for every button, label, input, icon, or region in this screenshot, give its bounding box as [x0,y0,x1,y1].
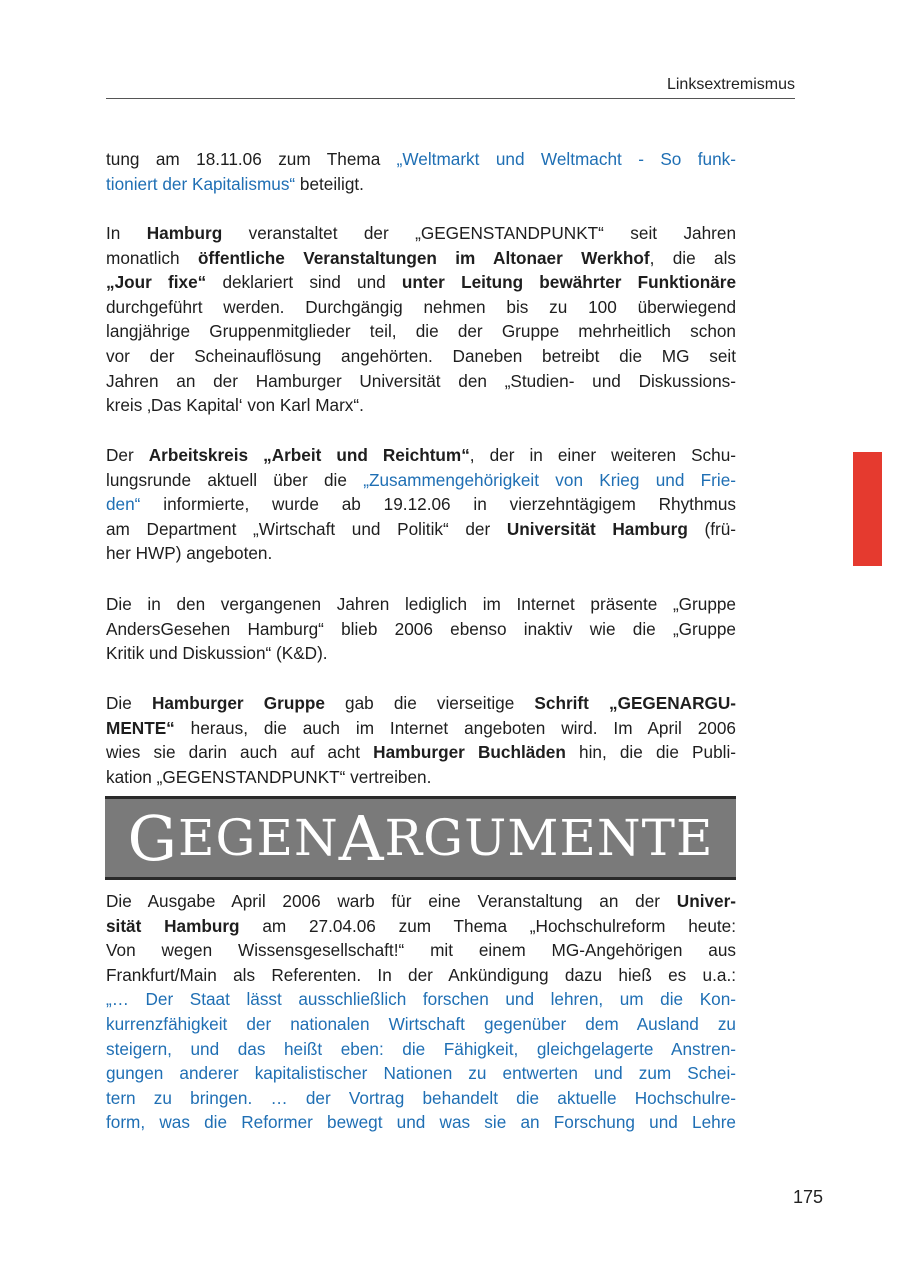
text-line [106,468,736,493]
body-text: , die als [649,247,736,268]
paragraph-2 [106,221,736,418]
quoted-title-text: gungen anderer kapitalistischer Nationen zu entwerten und zum Schei- [106,1063,736,1084]
body-text: Kritik und Diskussion“ (K&D). [106,643,328,664]
body-text: Der [106,445,149,465]
text-line [106,319,736,344]
banner-text: RGUMENTE [384,809,714,867]
body-text: informierte, wurde ab 19.12.06 in vierzehntägigem Rhythmus [140,494,736,515]
text-line [106,517,736,542]
body-text: (frü- [687,518,736,539]
bold-text: sität Hamburg [106,915,240,936]
text-line [106,641,736,666]
bold-text: Hamburg [146,223,223,243]
text-line [106,393,736,418]
bold-text: unter Leitung bewährter Funktionäre [401,272,736,293]
text-line [106,221,736,246]
quoted-title-text: form, was die Reformer bewegt und was sie an Forschung und Lehre [106,1112,736,1133]
paragraph-6 [106,889,736,1135]
text-line [106,914,736,939]
body-text: hin, die die Publi- [565,742,736,763]
body-text: Frankfurt/Main als Referenten. In der Ankündigung dazu hieß es u.a.: [106,964,736,985]
bold-text: öffentliche Veranstaltungen im Altonaer Werkhof [197,247,650,268]
bold-text: MENTE“ [106,717,175,738]
body-text: langjährige Gruppenmitglieder teil, die der Gruppe mehrheitlich schon [106,321,736,342]
body-text: gab die vierseitige [324,693,535,713]
body-text: AndersGesehen Hamburg“ blieb 2006 ebenso inaktiv wie die „Gruppe [106,618,736,639]
body-text: her HWP) angeboten. [106,543,273,564]
text-line [106,1037,736,1062]
bold-text: Arbeitskreis „Arbeit und Reichtum“ [148,445,470,465]
body-text: vor der Scheinauflösung angehörten. Daneben betreibt die MG seit [106,345,736,366]
bold-text: Univer- [676,891,736,911]
body-text: Von wegen Wissensgesellschaft!“ mit einem MG-Angehörigen aus [106,940,736,961]
body-text: am 27.04.06 zum Thema „Hochschulreform heute: [239,915,736,936]
text-line [106,740,736,765]
bold-text: Hamburger Gruppe [151,693,325,713]
quoted-title-text: kurrenzfähigkeit der nationalen Wirtschaft gegenüber dem Ausland zu [106,1013,736,1034]
paragraph-1 [106,147,736,196]
text-line [106,592,736,617]
body-text: Die [106,693,152,713]
text-line [106,617,736,642]
text-line [106,172,736,197]
body-text: , der in einer weiteren Schu- [469,445,736,465]
text-line [106,295,736,320]
body-text: wies sie darin auch auf acht [106,742,374,763]
paragraph-5 [106,691,736,789]
body-text: In [106,223,147,243]
text-line [106,369,736,394]
body-text: lungsrunde aktuell über die [106,469,364,490]
text-line [106,492,736,517]
text-line [106,963,736,988]
text-line [106,1012,736,1037]
bold-text: Hamburger Buchläden [373,742,566,763]
text-line [106,938,736,963]
text-line [106,541,736,566]
body-text: Die Ausgabe April 2006 warb für eine Veranstaltung an der [106,891,677,911]
text-line [106,987,736,1012]
quoted-title-text: tern zu bringen. … der Vortrag behandelt die aktuelle Hochschulre- [106,1087,736,1108]
body-text: kreis ‚Das Kapital‘ von Karl Marx“. [106,395,364,416]
gegenargumente-banner-image [105,796,736,880]
body-text: veranstaltet der „GEGENSTANDPUNKT“ seit Jahren [222,223,736,243]
body-text: Die in den vergangenen Jahren lediglich im Internet präsente „Gruppe [106,594,736,614]
text-line [106,889,736,914]
body-text: kation „GEGENSTANDPUNKT“ vertreiben. [106,766,432,787]
text-line [106,765,736,790]
section-marker-tab [853,452,882,566]
banner-text: A [338,801,385,875]
text-line [106,1061,736,1086]
page-number: 175 [793,1187,824,1207]
body-text: Jahren an der Hamburger Universität den „Studien- und Diskussions- [106,370,736,391]
paragraph-3 [106,443,736,566]
banner-text: EGEN [178,809,339,867]
text-line [106,1110,736,1135]
bold-text: „Jour fixe“ [106,272,207,293]
body-text: monatlich [106,247,198,268]
text-line [106,147,736,172]
body-text: deklariert sind und [206,272,402,293]
quoted-title-text: steigern, und das heißt eben: die Fähigkeit, gleichgelagerte Anstren- [106,1038,736,1059]
text-line [106,443,736,468]
body-text: tung am 18.11.06 zum Thema [106,149,397,169]
text-line [106,344,736,369]
text-line [106,1086,736,1111]
text-line [106,691,736,716]
quoted-title-text: tioniert der Kapitalismus“ [106,173,296,194]
bold-text: Universität Hamburg [506,518,688,539]
body-text: heraus, die auch im Internet angeboten wird. Im April 2006 [174,717,736,738]
banner-text: G [127,801,178,875]
running-header: Linksextremismus [666,76,795,93]
quoted-title-text: „… Der Staat lässt ausschließlich forschen und lehren, um die Kon- [106,989,736,1010]
quoted-title-text: den“ [106,494,141,515]
header-rule [106,98,795,99]
quoted-title-text: „Zusammengehörigkeit von Krieg und Frie- [363,469,736,490]
body-text: am Department „Wirtschaft und Politik“ der [106,518,507,539]
text-line [106,246,736,271]
body-text: beteiligt. [295,173,364,194]
text-line [106,716,736,741]
text-line [106,270,736,295]
paragraph-4 [106,592,736,666]
body-text: durchgeführt werden. Durchgängig nehmen bis zu 100 überwiegend [106,296,736,317]
quoted-title-text: „Weltmarkt und Weltmacht - So funk- [396,149,736,169]
bold-text: Schrift „GEGENARGU- [534,693,736,713]
